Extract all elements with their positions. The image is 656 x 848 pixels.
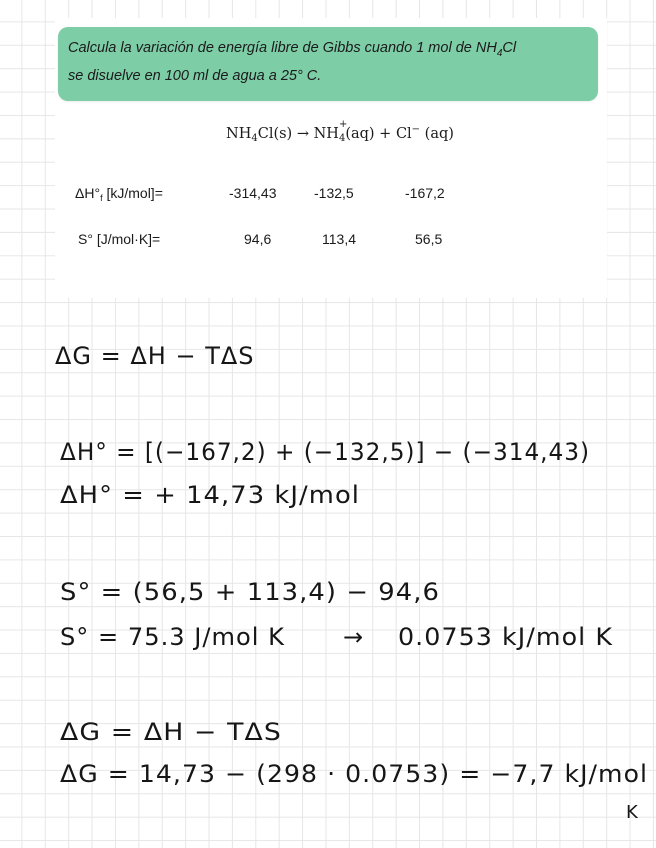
entropy-value-nh4cl: 94,6 (244, 231, 272, 247)
reactant-sub: 4 (251, 133, 258, 144)
hand-entropy-result: S° = 75.3 J/mol K (60, 623, 286, 651)
problem-line-1-sub: 4 (496, 47, 503, 59)
ammonium-sub: 4 (338, 133, 346, 144)
entropy-value-nh4: 113,4 (322, 231, 356, 247)
problem-line-1-tail: Cl (502, 40, 517, 56)
reactant-rest: Cl(s) (257, 126, 293, 142)
problem-line-2: se disuelve en 100 ml de agua a 25° C. (68, 67, 322, 84)
enthalpy-label-unit: [kJ/mol]= (102, 185, 163, 201)
entropy-value-cl: 56,5 (415, 231, 443, 247)
hand-entropy-calc: S° = (56,5 + 113,4) − 94,6 (60, 578, 440, 606)
hand-kelvin-unit: K (626, 802, 639, 823)
ammonium-state: (aq) (345, 126, 375, 142)
enthalpy-value-nh4cl: -314,43 (229, 185, 277, 201)
enthalpy-value-nh4: -132,5 (314, 185, 354, 201)
ammonium-base: NH (313, 126, 339, 142)
enthalpy-label-sub: f (100, 193, 103, 203)
reaction-plus: + (379, 126, 392, 142)
enthalpy-label-base: ΔH° (75, 185, 101, 201)
hand-entropy-converted: 0.0753 kJ/mol K (398, 623, 614, 651)
entropy-label: S° [J/mol·K]= (78, 231, 161, 247)
reaction-arrow: → (296, 126, 309, 142)
problem-line-1-text: Calcula la variación de energía libre de Gibbs cuando 1 mol de NH (68, 40, 497, 56)
hand-conversion-arrow: → (343, 623, 365, 651)
ammonium-charge: + (338, 119, 348, 130)
hand-gibbs-result: ΔG = 14,73 − (298 · 0.0753) = −7,7 kJ/mol (60, 760, 648, 788)
hand-gibbs-formula: ΔG = ΔH − TΔS (55, 342, 255, 370)
chloride-charge: − (411, 124, 421, 135)
hand-enthalpy-result: ΔH° = + 14,73 kJ/mol (60, 481, 360, 509)
hand-gibbs-formula-2: ΔG = ΔH − TΔS (60, 718, 282, 746)
chloride-state: (aq) (424, 126, 454, 142)
enthalpy-value-cl: -167,2 (405, 185, 445, 201)
reactant-base: NH (226, 126, 252, 142)
hand-enthalpy-calc: ΔH° = [(−167,2) + (−132,5)] − (−314,43) (60, 438, 590, 466)
chloride-base: Cl (395, 126, 412, 142)
